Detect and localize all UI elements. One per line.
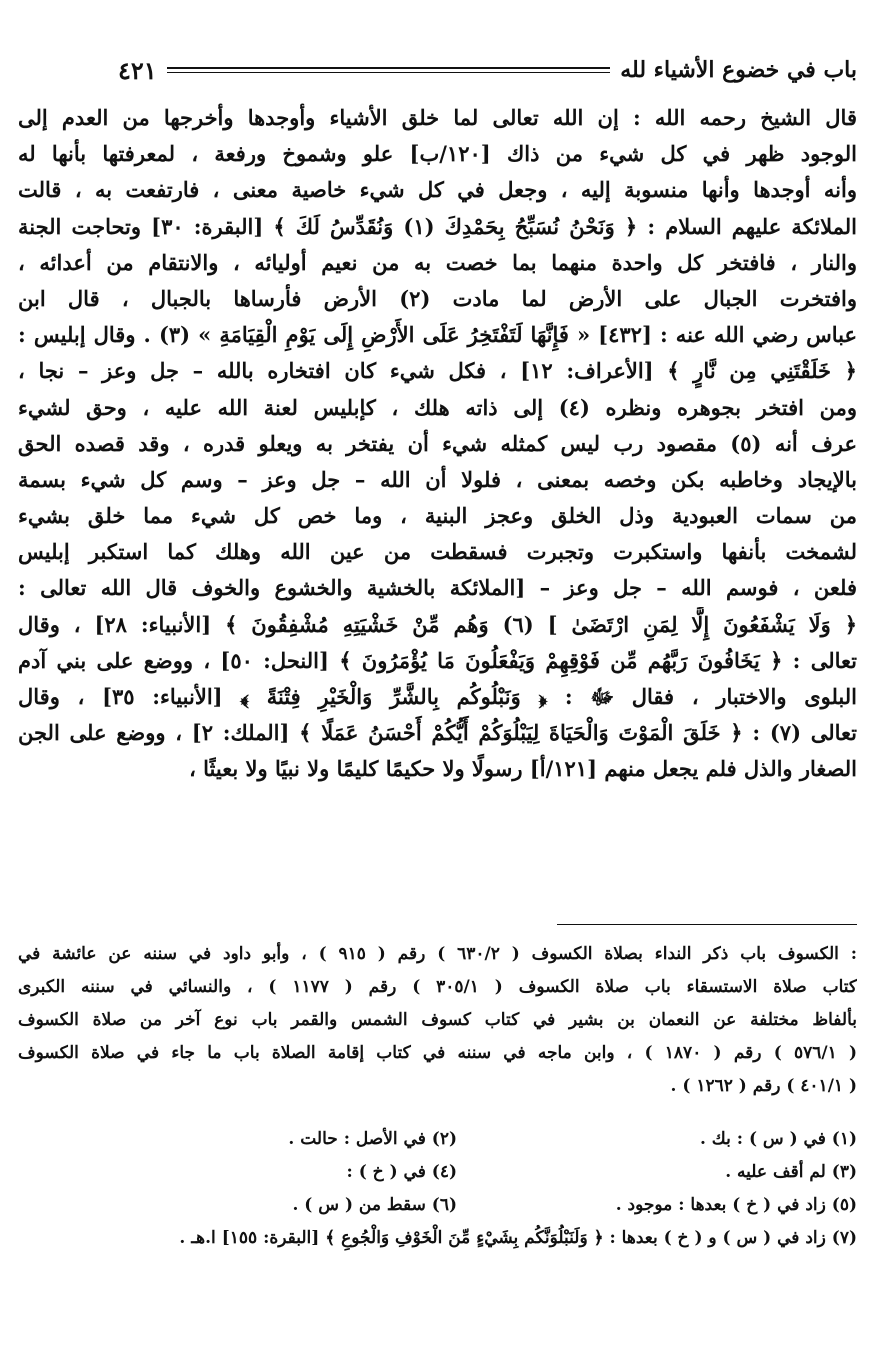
running-header: [118, 50, 857, 90]
text-line: وافتخرت الجبال على الأرض لما مادت (٢) الأرض فأرساها بالجبال ، قال ابن: [18, 285, 857, 311]
footnote-continuation: [18, 938, 857, 1103]
footnote-item: (٣) لم أقف عليه .: [725, 1162, 857, 1182]
text-line: لشمخت بأنفها واستكبرت وتجبرت فسقطت من عين الله وهلك كما استكبر إبليس: [18, 539, 857, 565]
footnote-item: (٤) في ( خ ) :: [346, 1162, 457, 1182]
chapter-title: باب في خضوع الأشياء لله: [620, 57, 857, 83]
footnote-list: [18, 1123, 857, 1222]
text-line: الصغار والذل فلم يجعل منهم [١٢١/أ] رسولًا ولا حكيمًا كليمًا ولا نبيًا ولا بعيثًا ،: [189, 756, 857, 782]
text-line: بالإيجاد وخاطبه بكن وخصه بمعنى ، فلولا أن الله – جل وعز – وسم كل شيء بسمة: [18, 466, 857, 492]
text-line: عرف أنه (٥) مقصود رب ليس كمثله شيء أن يفتخر به ويعلو قدره ، وقد قصده الحق: [18, 430, 857, 456]
text-line: تعالى : ﴿ يَخَافُونَ رَبَّهُم مِّن فَوْقِهِمْ وَيَفْعَلُونَ مَا يُؤْمَرُونَ ﴾ [النحل: ٥٠] ، ووضع على بني آدم: [18, 647, 857, 673]
footnote-row: [18, 1123, 857, 1156]
footnote-line: : الكسوف باب ذكر النداء بصلاة الكسوف ( ٦٣٠/٢ ) رقم ( ٩١٥ ) ، وأبو داود في سننه عن عائشة في: [18, 944, 857, 964]
text-line: الوجود ظهر في كل شيء من ذاك [١٢٠/ب] علو وشموخ ورفعة ، لمعرفتها بأنها له: [18, 141, 857, 167]
footnote-line: ( ٥٧٦/١ ) رقم ( ١٨٧٠ ) ، وابن ماجه في سننه في كتاب إقامة الصلاة باب ما جاء في صلاة الكسوف: [18, 1043, 857, 1063]
text-line: تعالى (٧) : ﴿ خَلَقَ الْمَوْتَ وَالْحَيَاةَ لِيَبْلُوَكُمْ أَيُّكُمْ أَحْسَنُ عَمَلًا ﴾ [الملك: ٢] ، ووضع على الجن: [18, 720, 857, 746]
text-line: فلعن ، فوسم الله – جل وعز – [الملائكة بالخشية والخشوع والخوف قال الله تعالى :: [18, 575, 857, 601]
main-text: [18, 100, 857, 788]
footnote-line: ( ٤٠١/١ ) رقم ( ١٢٦٢ ) .: [670, 1076, 857, 1096]
footnote-row: [18, 1156, 857, 1189]
text-line: ومن افتخر بجوهره ونظره (٤) إلى ذاته هلك ، كإبليس لعنة الله عليه ، وحق لشيء: [18, 394, 857, 420]
footnote-line: بألفاظ مختلفة عن النعمان بن بشير في كتاب كسوف الشمس والقمر باب نوع آخر من صلاة الكسوف: [18, 1010, 857, 1030]
text-line: عباس رضي الله عنه : [٤٣٢] « فَإِنَّهَا لَتَفْتَخِرُ عَلَى الأَرْضِ إِلَى يَوْمِ الْقِيَامَةِ » (٣) . وقال إبليس :: [18, 322, 857, 348]
text-line: والنار ، فافتخر كل واحدة منهما بما خصت به من نعيم أوليائه ، والانتقام من أعدائه ،: [18, 249, 857, 275]
footnote-line: كتاب صلاة الاستسقاء باب صلاة الكسوف ( ٣٠٥/١ ) رقم ( ١١٧٧ ) ، والنسائي في سننه الكبرى: [18, 977, 857, 997]
text-line: البلوى والاختبار ، فقال ﷻ : ﴿ وَنَبْلُوكُم بِالشَّرِّ وَالْخَيْرِ فِتْنَةً ﴾ [الأنبياء: ٣٥] ، وقال: [18, 684, 857, 709]
text-line: قال الشيخ رحمه الله : إن الله تعالى لما خلق الأشياء وأوجدها وأخرجها من العدم إلى: [18, 105, 857, 130]
footnote-item: (٢) في الأصل : حالت .: [288, 1129, 457, 1149]
text-line: الملائكة عليهم السلام : ﴿ وَنَحْنُ نُسَبِّحُ بِحَمْدِكَ (١) وَنُقَدِّسُ لَكَ ﴾ [البقرة: ٣٠] وتحاجت الجنة: [18, 213, 857, 239]
page-number: ٤٢١: [118, 55, 157, 85]
footnote-row: [18, 1189, 857, 1222]
footnote-7: (٧) زاد في ( س ) و ( خ ) بعدها : ﴿ وَلَنَبْلُوَنَّكُم بِشَيْءٍ مِّنَ الْخَوْفِ وَالْجُوعِ ﴾ [البقرة: ١٥٥] ا.هـ .: [179, 1228, 857, 1248]
footnote-item: (٥) زاد في ( خ ) بعدها : موجود .: [615, 1195, 857, 1215]
text-line: ﴿ خَلَقْتَنِي مِن نَّارٍ ﴾ [الأعراف: ١٢] ، فكل شيء كان افتخاره بالله – جل وعز – نجا ،: [18, 358, 857, 384]
footnote-separator: [557, 924, 857, 925]
text-line: وأنه أوجدها وأنها منسوبة إليه ، وجعل في كل شيء خاصية معنى ، فارتفعت به ، قالت: [18, 177, 857, 203]
footnote-item: (١) في ( س ) : بك .: [699, 1129, 857, 1149]
text-line: من سمات العبودية وذل الخلق وعجز البنية ، وما خص كل شيء مما خلق بشيء: [18, 503, 857, 529]
header-rule: [167, 67, 611, 73]
text-line: ﴿ وَلَا يَشْفَعُونَ إِلَّا لِمَنِ ارْتَضَىٰ ] (٦) وَهُم مِّنْ خَشْيَتِهِ مُشْفِقُونَ ﴾ [الأنبياء: ٢٨] ، وقال: [18, 611, 857, 637]
footnote-item: (٦) سقط من ( س ) .: [292, 1195, 457, 1215]
